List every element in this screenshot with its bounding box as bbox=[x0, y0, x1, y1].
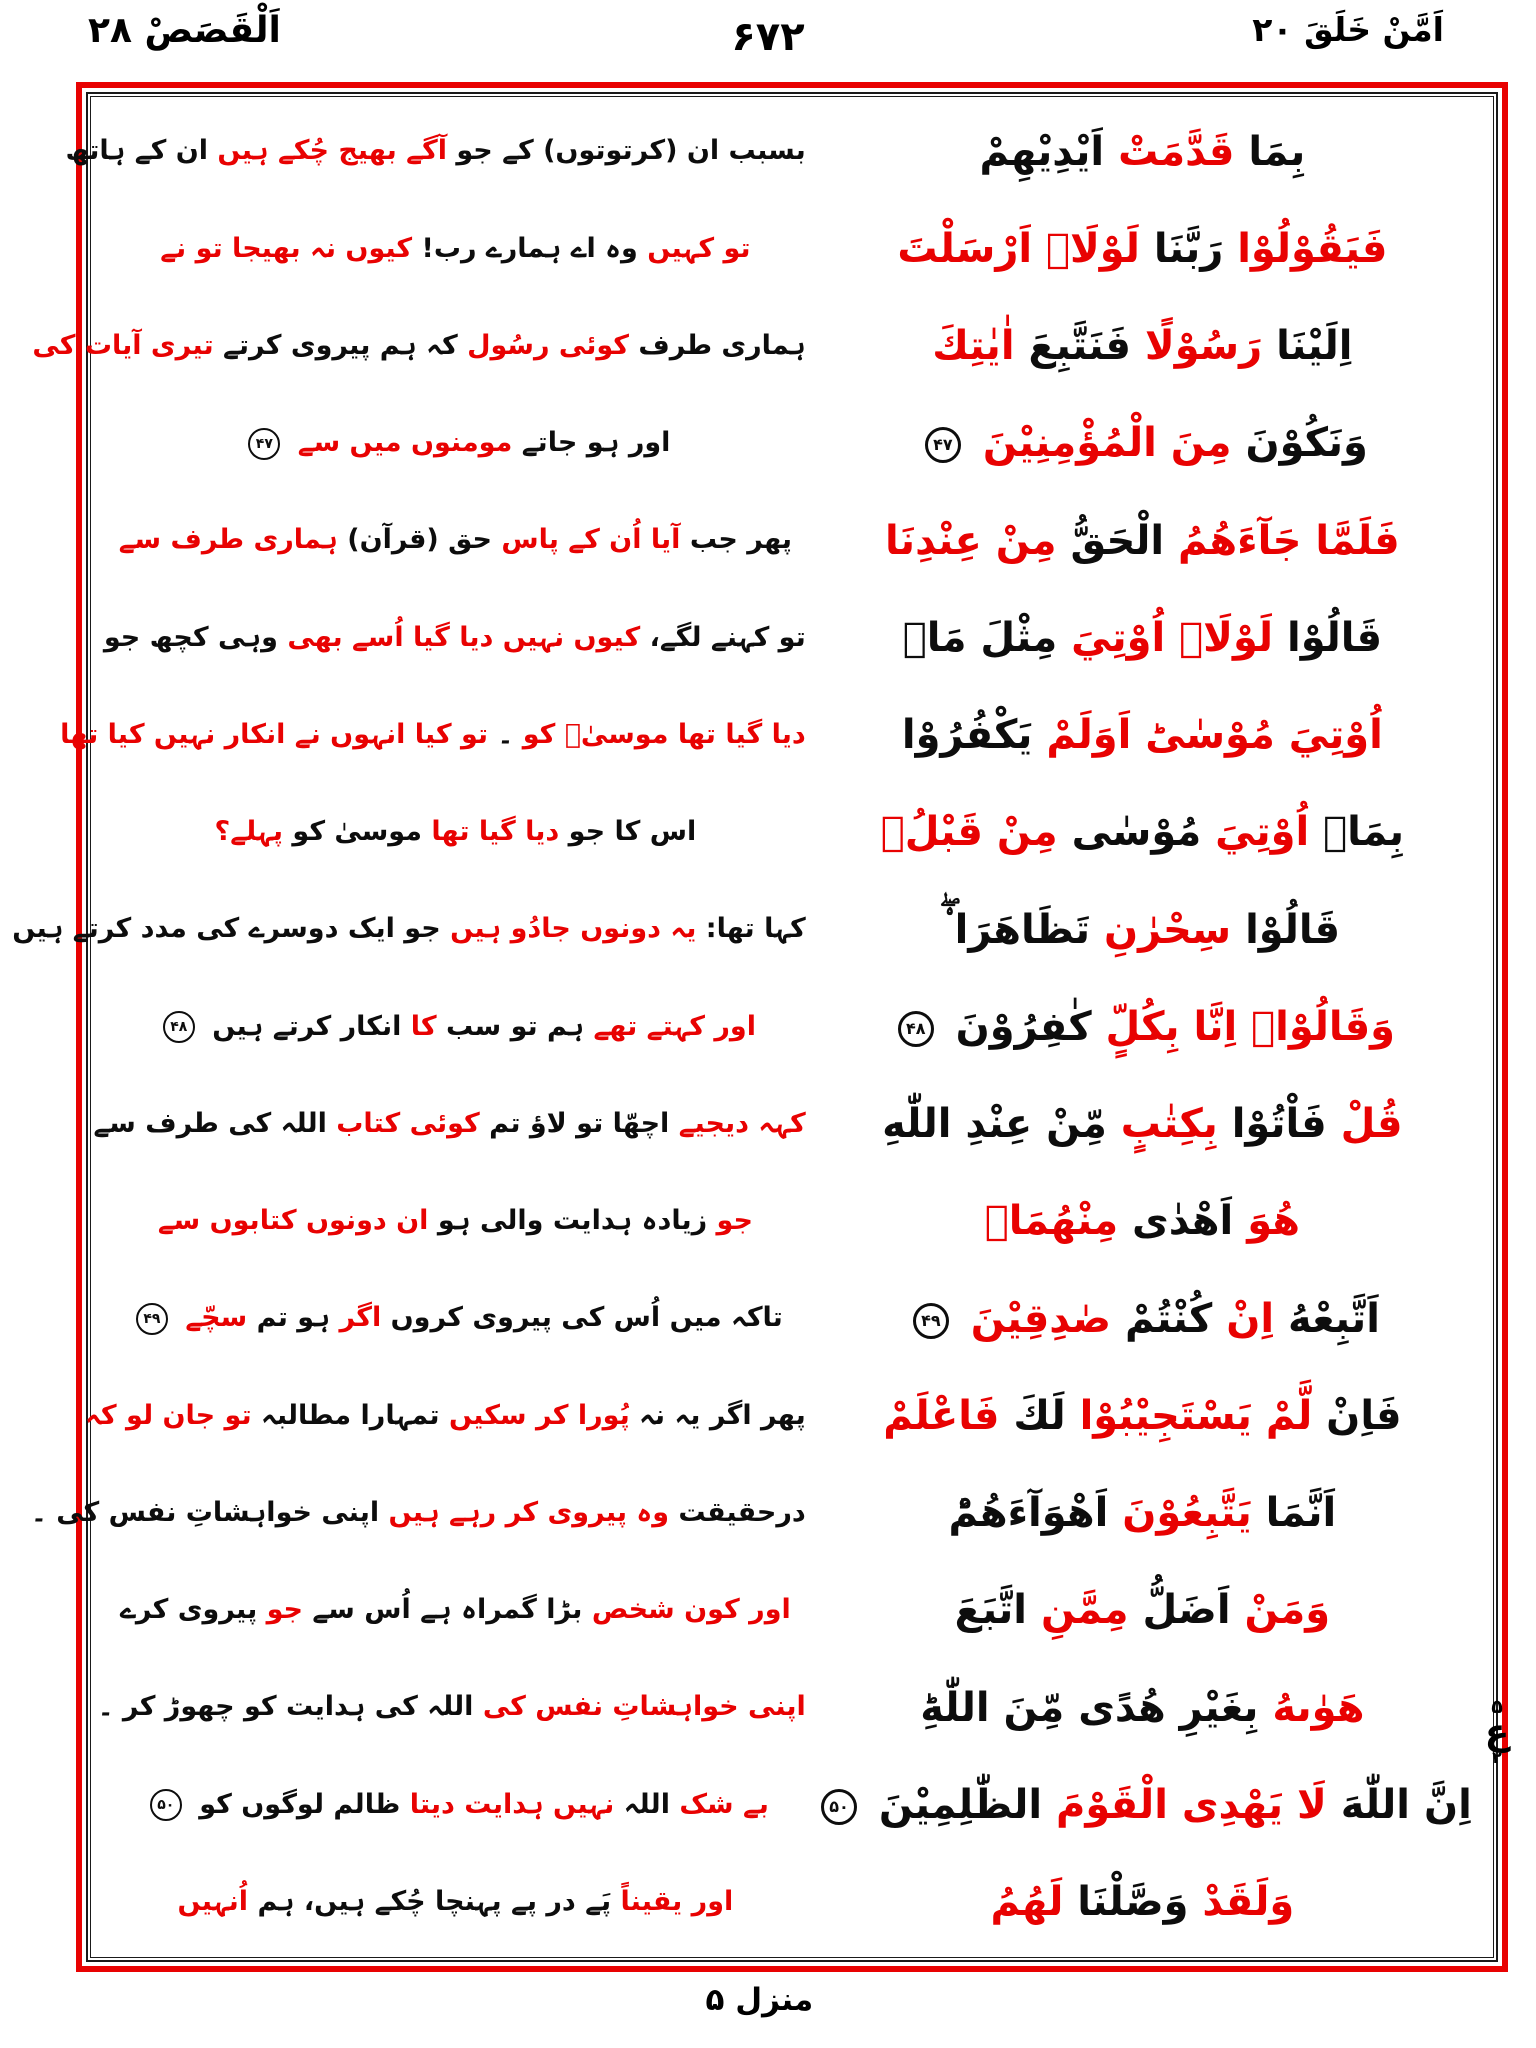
text-segment: فَنَتَّبِعَ bbox=[1028, 323, 1131, 370]
text-segment: اُوْتِيَ bbox=[1215, 809, 1310, 856]
urdu-translation-line bbox=[85, 1399, 806, 1432]
text-segment: کوئی رسُول bbox=[467, 329, 629, 361]
text-segment: اِلَيْنَا bbox=[1276, 323, 1353, 370]
text-segment: صٰدِقِيْنَ bbox=[970, 1295, 1112, 1342]
text-segment: کیوں نہ بھیجا تو نے bbox=[160, 232, 413, 264]
verse-row bbox=[105, 615, 1479, 661]
text-segment: وَقَالُوْاۤ اِنَّا بِكُلٍّ bbox=[1105, 1003, 1396, 1050]
text-segment: کیوں نہیں دیا گیا اُسے بھی bbox=[287, 621, 641, 653]
urdu-translation-line bbox=[105, 1789, 806, 1822]
text-segment: پھر جب bbox=[689, 524, 793, 556]
text-segment: پھر اگر یہ نہ bbox=[639, 1399, 806, 1431]
text-segment: ہماری طرف سے bbox=[118, 524, 338, 556]
text-segment: لَّمْ يَسْتَجِيْبُوْا bbox=[1079, 1392, 1313, 1439]
urdu-translation-line bbox=[65, 135, 806, 167]
text-segment: کہہ دیجیے bbox=[678, 1107, 806, 1139]
text-segment: اِنْ bbox=[1226, 1295, 1275, 1342]
verse-rows-container bbox=[12, 103, 1479, 1951]
text-segment: زیادہ ہدایت والی ہو bbox=[437, 1205, 708, 1237]
text-segment: لَكَ bbox=[1013, 1392, 1066, 1439]
verse-number-badge: ۴۸ bbox=[163, 1011, 195, 1043]
text-segment: بِمَا bbox=[1248, 128, 1306, 175]
text-segment: بڑا گمراہ ہے اُس سے bbox=[312, 1594, 583, 1626]
page-border-black-inner bbox=[12, 96, 1494, 1958]
text-segment: وہ اے ہمارے رب! bbox=[421, 232, 638, 264]
verse-number-badge: ۴۹ bbox=[136, 1303, 168, 1335]
text-segment: پَے در پے پہنچا چُکے ہیں، ہم bbox=[257, 1885, 612, 1917]
text-segment: بِغَيْرِ هُدًى مِّنَ اللّٰهِؕ bbox=[920, 1684, 1259, 1731]
urdu-translation-line bbox=[105, 622, 806, 654]
arabic-line bbox=[806, 1198, 1479, 1244]
arabic-line bbox=[806, 129, 1479, 175]
urdu-translation-line bbox=[32, 329, 806, 362]
text-segment: وہی کچھ جو bbox=[103, 621, 278, 653]
text-segment: هُوَ bbox=[1247, 1198, 1300, 1245]
text-segment: وَنَكُوْنَ bbox=[1245, 420, 1368, 467]
arabic-line bbox=[806, 1296, 1479, 1342]
text-segment: اُوْتِيَ مُوْسٰىؕ bbox=[1145, 712, 1383, 759]
text-segment: جو ایک دوسرے کی مدد کرتے ہیں bbox=[12, 913, 441, 945]
text-segment: فَاْتُوْا bbox=[1231, 1101, 1327, 1148]
verse-number-badge: ۵۰ bbox=[821, 1789, 857, 1825]
text-segment: اگر bbox=[339, 1302, 382, 1334]
text-segment: لَوْلَاۤ اَرْسَلْتَ bbox=[897, 225, 1140, 272]
text-segment: وَصَّلْنَا bbox=[1077, 1879, 1189, 1926]
text-segment: تو کہیں bbox=[647, 232, 751, 264]
text-segment: حق (قرآن) bbox=[347, 524, 492, 556]
text-segment: رَبَّنَا bbox=[1153, 225, 1224, 272]
text-segment: کوئی کتاب bbox=[336, 1107, 480, 1139]
verse-row bbox=[105, 226, 1479, 272]
arabic-line bbox=[806, 1685, 1479, 1731]
text-segment: يَتَّبِعُوْنَ bbox=[1122, 1490, 1252, 1537]
text-segment: مومنوں میں سے bbox=[297, 427, 513, 459]
verse-row bbox=[105, 518, 1479, 564]
text-segment: مِّنْ عِنْدِ اللّٰهِ bbox=[882, 1101, 1107, 1148]
text-segment: بِكِتٰبٍ bbox=[1120, 1101, 1218, 1148]
text-segment: انکار کرتے ہیں bbox=[212, 1010, 402, 1042]
arabic-line bbox=[806, 1587, 1479, 1633]
text-segment: سچّے bbox=[185, 1302, 248, 1334]
text-segment: موسیٰ کو bbox=[292, 816, 422, 848]
text-segment: بے شک bbox=[679, 1788, 769, 1820]
text-segment: ہماری طرف bbox=[638, 329, 806, 361]
text-segment: قُلْ bbox=[1340, 1101, 1403, 1148]
text-segment: اَتَّبِعْهُ bbox=[1288, 1295, 1380, 1342]
verse-row bbox=[105, 1782, 1479, 1828]
verse-row bbox=[105, 1004, 1479, 1050]
text-segment: مِنْهُمَاۤ bbox=[984, 1198, 1119, 1245]
ruku-count-bottom: ۲ bbox=[1492, 1748, 1502, 1768]
urdu-translation-line bbox=[105, 1594, 806, 1626]
verse-number-badge: ۵۰ bbox=[150, 1789, 182, 1821]
text-segment: نہیں ہدایت دیتا bbox=[409, 1788, 615, 1820]
text-segment: هَوٰىهُ bbox=[1272, 1684, 1365, 1731]
text-segment: تیری آیات کی bbox=[32, 329, 214, 361]
text-segment: آیا اُن کے پاس bbox=[501, 524, 681, 556]
arabic-line bbox=[806, 518, 1479, 564]
text-segment: کہ ہم پیروی کرتے bbox=[223, 329, 458, 361]
verse-row bbox=[105, 420, 1479, 466]
text-segment: یہ دونوں جادُو ہیں bbox=[450, 913, 697, 945]
text-segment: ان کے ہاتھ bbox=[65, 135, 208, 167]
urdu-translation-line bbox=[105, 1205, 806, 1237]
text-segment: اَوَلَمْ bbox=[1046, 712, 1132, 759]
text-segment: فَاِنْ bbox=[1326, 1392, 1402, 1439]
verse-row bbox=[32, 323, 1479, 370]
text-segment: قَدَّمَتْ bbox=[1118, 128, 1235, 175]
text-segment: مِنَ الْمُؤْمِنِيْنَ bbox=[982, 420, 1232, 467]
text-segment: تَظَاهَرَا ۟ۖ bbox=[944, 906, 1090, 953]
urdu-translation-line bbox=[93, 1107, 806, 1140]
text-segment: ان دونوں کتابوں سے bbox=[157, 1205, 429, 1237]
page-border-black bbox=[12, 92, 1498, 1962]
verse-row bbox=[105, 1879, 1479, 1925]
manzil-label: منزل ۵ bbox=[705, 1982, 814, 2018]
verse-row bbox=[105, 1587, 1479, 1633]
ruku-ain-symbol: ع bbox=[1484, 1712, 1510, 1754]
text-segment: ہو تم bbox=[256, 1302, 331, 1334]
urdu-translation-line bbox=[30, 1496, 806, 1529]
arabic-line bbox=[806, 1393, 1479, 1439]
arabic-line bbox=[806, 615, 1479, 661]
text-segment: کا bbox=[410, 1010, 437, 1042]
ruku-marker bbox=[1474, 1696, 1520, 1768]
arabic-line bbox=[806, 809, 1479, 855]
arabic-line bbox=[806, 420, 1479, 466]
text-segment: پُورا کر سکیں bbox=[448, 1399, 630, 1431]
text-segment: اللہ bbox=[623, 1788, 670, 1820]
verse-number-badge: ۴۸ bbox=[898, 1011, 934, 1047]
text-segment: ہم تو سب bbox=[446, 1010, 585, 1042]
text-segment: كٰفِرُوْنَ bbox=[955, 1003, 1092, 1050]
text-segment: دیا گیا تھا موسیٰؑ کو bbox=[522, 718, 806, 750]
text-segment: تو کیا انہوں نے انکار نہیں کیا تھا bbox=[60, 718, 489, 750]
urdu-translation-line bbox=[105, 1011, 806, 1044]
text-segment: اللہ کی ہدایت کو چھوڑ کر ۔ bbox=[97, 1691, 474, 1723]
text-segment: الْقَوْمَ bbox=[1056, 1781, 1168, 1828]
text-segment: الظّٰلِمِيْنَ bbox=[878, 1781, 1043, 1828]
text-segment: اَنَّمَا bbox=[1265, 1490, 1337, 1537]
arabic-line bbox=[806, 1879, 1479, 1925]
text-segment: كُنْتُمْ bbox=[1124, 1295, 1213, 1342]
text-segment: آگے بھیج چُکے ہیں bbox=[217, 135, 447, 167]
text-segment: تمہارا مطالبہ bbox=[261, 1399, 440, 1431]
verse-number-badge: ۴۷ bbox=[248, 428, 280, 460]
text-segment: لَوْلَاۤ اُوْتِيَ bbox=[1071, 614, 1274, 661]
text-segment: اور کہتے تھے bbox=[593, 1010, 756, 1042]
page-number: ۶۷۲ bbox=[731, 14, 805, 60]
text-segment: جو bbox=[716, 1205, 753, 1237]
verse-row bbox=[65, 128, 1479, 175]
text-segment: الْحَقُّ bbox=[1070, 517, 1165, 564]
text-segment: اس کا جو bbox=[568, 816, 697, 848]
page-border-red bbox=[12, 82, 1508, 1972]
text-segment: بسبب ان (کرتوتوں) کے جو bbox=[456, 135, 806, 167]
arabic-line bbox=[806, 1490, 1479, 1536]
text-segment: کہا تھا: bbox=[705, 913, 806, 945]
verse-row bbox=[97, 1684, 1479, 1731]
text-segment: جو bbox=[266, 1594, 304, 1626]
ruku-count-top: ۵ bbox=[1491, 1696, 1503, 1718]
text-segment: اپنی خواہشاتِ نفس کی ۔ bbox=[30, 1496, 380, 1528]
text-segment: اَهْدٰى bbox=[1132, 1198, 1234, 1245]
verse-row bbox=[105, 1198, 1479, 1244]
urdu-translation-line bbox=[105, 233, 806, 265]
arabic-line bbox=[806, 712, 1479, 758]
text-segment: پیروی کرے bbox=[120, 1594, 258, 1626]
arabic-line bbox=[806, 1004, 1479, 1050]
surah-name-label: اَلْقَصَصْ ۲۸ bbox=[88, 10, 281, 51]
text-segment: وَلَقَدْ bbox=[1202, 1879, 1295, 1926]
text-segment: ۔ bbox=[497, 718, 514, 750]
text-segment: اتَّبَعَ bbox=[954, 1587, 1028, 1634]
urdu-translation-line bbox=[105, 1886, 806, 1918]
urdu-translation-line bbox=[12, 913, 806, 945]
text-segment: لَهُمُ bbox=[990, 1879, 1064, 1926]
arabic-line bbox=[806, 1101, 1479, 1147]
text-segment: اُنہیں bbox=[177, 1885, 249, 1917]
text-segment: اَهْوَآءَهُمْؕ bbox=[948, 1490, 1109, 1537]
verse-number-badge: ۴۹ bbox=[913, 1303, 949, 1339]
text-segment: اور یقیناً bbox=[620, 1885, 734, 1917]
text-segment: اور ہو جاتے bbox=[521, 427, 671, 459]
text-segment: وہ پیروی کر رہے ہیں bbox=[388, 1496, 670, 1528]
text-segment: يَكْفُرُوْا bbox=[901, 712, 1033, 759]
text-segment: دیا گیا تھا bbox=[431, 816, 560, 848]
text-segment: اپنی خواہشاتِ نفس کی bbox=[482, 1691, 806, 1723]
urdu-translation-line bbox=[60, 718, 806, 751]
urdu-translation-line bbox=[105, 524, 806, 556]
text-segment: تو جان لو کہ bbox=[85, 1399, 252, 1431]
urdu-translation-line bbox=[97, 1691, 806, 1723]
verse-row bbox=[30, 1490, 1479, 1537]
text-segment: اَضَلُّ bbox=[1142, 1587, 1231, 1634]
arabic-line bbox=[806, 226, 1479, 272]
text-segment: مِنْ قَبْلُۚ bbox=[880, 809, 1058, 856]
arabic-line bbox=[806, 1782, 1479, 1828]
text-segment: مِمَّنِ bbox=[1040, 1587, 1129, 1634]
text-segment: اِنَّ اللّٰهَ bbox=[1340, 1781, 1472, 1828]
text-segment: اللہ کی طرف سے bbox=[93, 1107, 327, 1139]
text-segment: قَالُوْا bbox=[1286, 614, 1383, 661]
arabic-line bbox=[806, 323, 1479, 369]
text-segment: تاکہ میں اُس کی پیروی کروں bbox=[390, 1302, 783, 1334]
verse-row bbox=[93, 1101, 1479, 1148]
text-segment: اٰيٰتِكَ bbox=[932, 323, 1015, 370]
text-segment: درحقیقت bbox=[678, 1496, 806, 1528]
text-segment: مُوْسٰى bbox=[1071, 809, 1202, 856]
text-segment: اَيْدِيْهِمْ bbox=[979, 128, 1105, 175]
text-segment: مِنْ عِنْدِنَا bbox=[885, 517, 1057, 564]
urdu-translation-line bbox=[105, 816, 806, 848]
text-segment: فَلَمَّا جَآءَهُمُ bbox=[1178, 517, 1400, 564]
text-segment: بِمَاۤ bbox=[1323, 809, 1405, 856]
text-segment: فَاعْلَمْ bbox=[883, 1392, 1000, 1439]
juz-name-label: اَمَّنْ خَلَقَ ۲۰ bbox=[1252, 10, 1444, 49]
verse-row bbox=[105, 1296, 1479, 1342]
text-segment: مِثْلَ مَاۤ bbox=[902, 614, 1058, 661]
text-segment: ظالم لوگوں کو bbox=[199, 1788, 401, 1820]
text-segment: قَالُوْا bbox=[1245, 906, 1341, 953]
text-segment: پہلے؟ bbox=[214, 816, 283, 848]
text-segment: اچھّا تو لاؤ تم bbox=[489, 1107, 670, 1139]
verse-row bbox=[105, 809, 1479, 855]
text-segment: لَا يَهْدِى bbox=[1181, 1781, 1327, 1828]
verse-number-badge: ۴۷ bbox=[925, 427, 961, 463]
arabic-line bbox=[806, 907, 1479, 953]
urdu-translation-line bbox=[105, 427, 806, 460]
urdu-translation-line bbox=[105, 1302, 806, 1335]
text-segment: رَسُوْلًا bbox=[1144, 323, 1263, 370]
verse-row bbox=[12, 906, 1479, 953]
text-segment: تو کہنے لگے، bbox=[649, 621, 806, 653]
verse-row bbox=[85, 1392, 1479, 1439]
text-segment: سِحْرٰنِ bbox=[1103, 906, 1232, 953]
text-segment: فَيَقُوْلُوْا bbox=[1237, 225, 1388, 272]
text-segment: وَمَنْ bbox=[1244, 1587, 1331, 1634]
verse-row bbox=[60, 712, 1479, 759]
text-segment: اور کون شخص bbox=[591, 1594, 791, 1626]
